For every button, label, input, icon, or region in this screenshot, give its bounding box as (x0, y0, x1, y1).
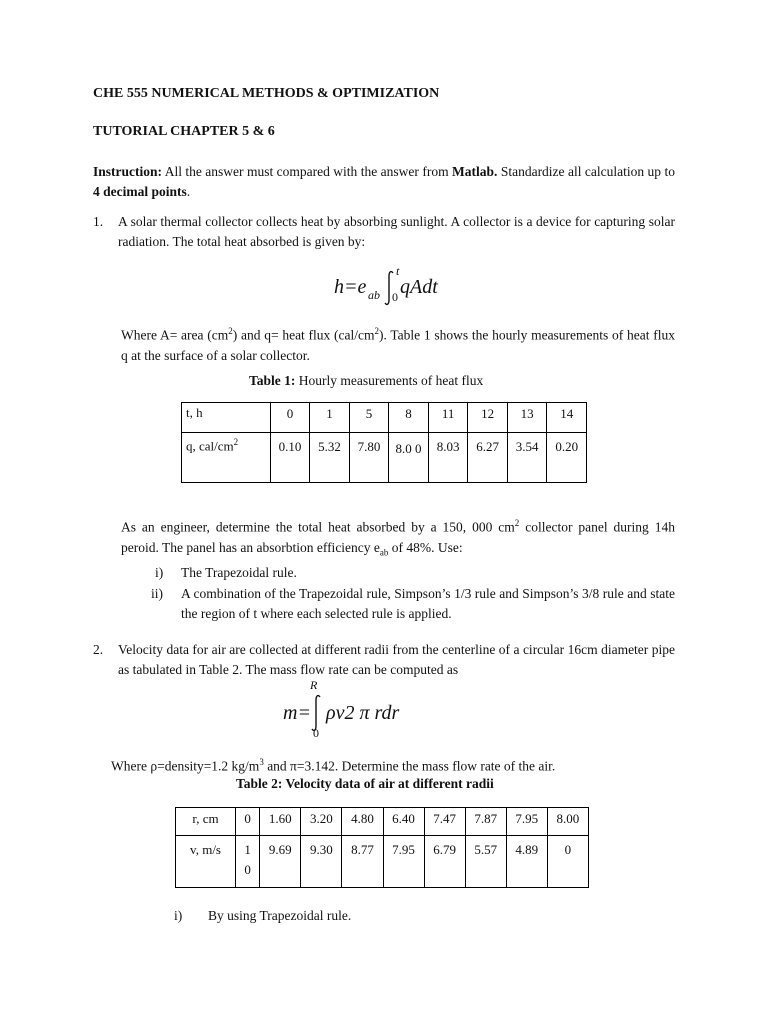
instruction-label: Instruction: (93, 164, 163, 179)
table1-cell: 7.80 (349, 433, 389, 483)
table1-cell: 3.54 (507, 433, 547, 483)
table2-cell: 8.77 (342, 836, 383, 888)
decimal-emphasis: 4 decimal points (93, 184, 187, 199)
q2-number: 2. (93, 642, 104, 657)
table1-cell: 5.32 (310, 433, 350, 483)
q1-task-paragraph (121, 513, 675, 562)
q1-where-b: ) and q= heat flux (cal/cm (232, 327, 375, 343)
eq1-integrand: qAdt (400, 276, 438, 298)
table1-cell: 1 (310, 403, 350, 433)
q2-where-sup: 3 (259, 757, 264, 767)
q1-number: 1. (93, 214, 104, 229)
table2-cell: 4.89 (506, 836, 547, 888)
q1-part-i-label: i) (155, 565, 164, 580)
table2-cell: 9.30 (301, 836, 342, 888)
q2-where-line (111, 757, 555, 775)
q2-intro: Velocity data for air are collected at different radii from the centerline of a circular 16cm diameter pipe as tabulated in Table 2. The mass flow rate can be computed as (118, 642, 675, 677)
tutorial-title: TUTORIAL CHAPTER 5 & 6 (93, 124, 275, 139)
table2-cell: 7.95 (383, 836, 424, 888)
table1-cell: 0.20 (547, 433, 587, 483)
table1-cell: 6.27 (468, 433, 508, 483)
table1-cell: 14 (547, 403, 587, 433)
table1-row-time (182, 403, 587, 433)
q2-where-a: Where ρ=density=1.2 kg/m (111, 758, 260, 774)
instruction-period: . (186, 184, 191, 199)
table1-cell: 8.0 0 (389, 433, 429, 483)
table2-caption: Table 2: Velocity data of air at different radii (236, 776, 494, 791)
course-title: CHE 555 NUMERICAL METHODS & OPTIMIZATION (93, 86, 440, 101)
eq1-lhs: h=e (334, 276, 367, 298)
table1-heat-flux (181, 402, 587, 483)
q1-where-a: Where A= area (cm (121, 327, 229, 343)
table1-cell: 13 (507, 403, 547, 433)
table2-header-v: v, m/s (176, 836, 236, 888)
eq2-upper-limit: R (310, 678, 318, 692)
q1-task-sup: 2 (514, 518, 520, 528)
table2-row-velocity (176, 836, 589, 888)
q1-task-c: of 48%. Use: (388, 539, 463, 555)
matlab-emphasis: Matlab. (452, 164, 498, 179)
table2-cell: 8.00 (547, 808, 588, 836)
q1-sup-b: 2 (374, 326, 379, 336)
eq2-lhs: m= (283, 702, 311, 724)
table2-cell: 5.57 (465, 836, 506, 888)
q1-intro: A solar thermal collector collects heat by absorbing sunlight. A collector is a device for capturing solar radiation. The total heat absorbed is given by: (118, 214, 675, 249)
instruction-text: All the answer must compared with the answer from (162, 164, 453, 179)
q2-part-i-label: i) (174, 908, 183, 923)
table2-cell: 1.60 (260, 808, 301, 836)
eq1-lower-limit: 0 (392, 290, 398, 304)
eq2-lower-limit: 0 (313, 726, 319, 740)
table1-cell: 8 (389, 403, 429, 433)
eq2-integrand: ρv2 π rdr (326, 702, 400, 724)
table1-q-label: q, cal/cm (186, 438, 234, 454)
table2-cell: 4.80 (342, 808, 383, 836)
table1-cell: 0 (270, 403, 310, 433)
table2-cell: 9.69 (260, 836, 301, 888)
instruction-text-2: Standardize all calculation up to (497, 164, 675, 179)
table2-cell: 7.95 (506, 808, 547, 836)
table1-header-t: t, h (182, 403, 271, 433)
table1-caption (249, 373, 483, 389)
table2-cell: 1 0 (236, 836, 260, 888)
eq1-upper-limit: t (396, 264, 400, 278)
q1-where-c: ). Table 1 shows the hourly measurements of heat flux q at the surface of a solar collector. (121, 327, 675, 363)
table1-cell: 5 (349, 403, 389, 433)
table2-cell: 0 (547, 836, 588, 888)
table1-caption-label: Table 1: (249, 373, 296, 388)
table1-cell: 0.10 (270, 433, 310, 483)
eq1-sub: ab (368, 288, 380, 302)
table2-header-r: r, cm (176, 808, 236, 836)
table2-cell: 3.20 (301, 808, 342, 836)
q1-part-ii-text: A combination of the Trapezoidal rule, Simpson’s 1/3 rule and Simpson’s 3/8 rule and state the region of t where each selected rule is applied. (181, 586, 675, 621)
table2-cell: 7.87 (465, 808, 506, 836)
q2-part-i-text: By using Trapezoidal rule. (208, 908, 352, 923)
table2-cell: 6.79 (424, 836, 465, 888)
q1-where-paragraph (121, 321, 675, 366)
table2-cell: 7.47 (424, 808, 465, 836)
table1-cell: 12 (468, 403, 508, 433)
table2-row-radius (176, 808, 589, 836)
table2-cell: 0 (236, 808, 260, 836)
q1-task-b: collector panel during 14h peroid. The panel has an absorbtion efficiency e (121, 519, 675, 555)
table1-caption-text: Hourly measurements of heat flux (295, 373, 484, 388)
q1-heat-equation (334, 264, 454, 310)
table2-velocity (175, 807, 589, 888)
q1-task-a: As an engineer, determine the total heat absorbed by a 150, 000 cm (121, 519, 515, 535)
instruction-paragraph (93, 162, 675, 202)
q1-sup-a: 2 (228, 326, 233, 336)
q2-mass-flow-equation (283, 680, 413, 744)
q2-where-b: and π=3.142. Determine the mass flow rate of the air. (263, 758, 556, 774)
table2-cell: 6.40 (383, 808, 424, 836)
q1-part-ii-label: ii) (151, 586, 163, 601)
q1-task-sub: ab (379, 547, 389, 558)
table1-cell: 11 (428, 403, 468, 433)
table1-header-q (182, 433, 271, 483)
q1-part-i-text: The Trapezoidal rule. (181, 565, 297, 580)
table1-row-flux (182, 433, 587, 483)
table1-q-sup: 2 (233, 437, 239, 447)
table1-cell: 8.03 (428, 433, 468, 483)
